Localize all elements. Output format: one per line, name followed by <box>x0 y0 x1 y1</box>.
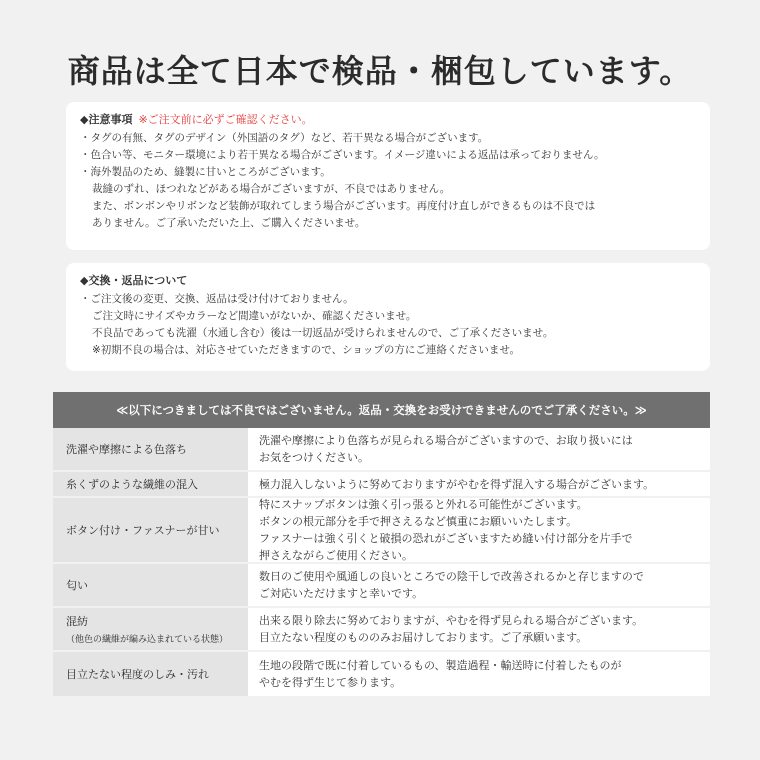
row-desc-cell <box>248 428 710 470</box>
returns-line: ※初期不良の場合は、対応させていただきますので、ショップの方にご連絡くださいませ。 <box>92 344 521 357</box>
table-row <box>53 608 710 652</box>
row-desc-line: 出来る限り除去に努めておりますが、やむを得ず見られる場合がございます。 <box>259 614 644 627</box>
table-row <box>53 564 710 608</box>
table-rows <box>53 428 710 696</box>
row-desc-line: ご対応いただけますと幸いです。 <box>259 587 424 600</box>
row-desc-line: 数日のご使用や風通しの良いところでの陰干しで改善されるかと存じますので <box>259 570 644 583</box>
row-desc-cell <box>248 472 710 496</box>
notice-line: ・海外製品のため、縫製に甘いところがございます。 <box>80 166 331 179</box>
row-desc-cell <box>248 564 710 606</box>
row-desc-cell <box>248 608 710 650</box>
notice-line: 裁縫のずれ、ほつれなどがある場合がございますが、不良ではありません。 <box>92 183 451 196</box>
notice-card <box>66 102 710 250</box>
row-desc-line: やむを得ず生じて参ります。 <box>259 676 402 689</box>
row-label: 糸くずのような繊維の混入 <box>66 478 198 491</box>
row-desc-cell <box>248 498 710 562</box>
row-label-cell <box>53 472 248 496</box>
notice-line: ありません。ご了承いただいた上、ご購入くださいませ。 <box>92 217 366 230</box>
page-title: 商品は全て日本で検品・梱包しています。 <box>67 52 693 90</box>
row-label: ボタン付け・ファスナーが甘い <box>66 524 220 537</box>
table-row <box>53 472 710 498</box>
row-label-cell <box>53 564 248 606</box>
table-banner: ≪以下につきましては不良ではございません。返品・交換をお受けできませんのでご了承ください。≫ <box>53 392 710 428</box>
row-label-cell <box>53 652 248 696</box>
table-row <box>53 652 710 696</box>
table-row <box>53 428 710 472</box>
row-desc-cell <box>248 652 710 696</box>
returns-title: ◆交換・返品について <box>80 274 188 287</box>
notice-title: ◆注意事項 <box>80 113 133 126</box>
row-label: 洗濯や摩擦による色落ち <box>66 443 187 456</box>
notice-warning: ※ご注文前に必ずご確認ください。 <box>138 113 313 126</box>
returns-line: ご注文時にサイズやカラーなど間違いがないか、確認くださいませ。 <box>92 310 417 323</box>
row-desc-line: 生地の段階で既に付着しているもの、製造過程・輸送時に付着したものが <box>259 659 622 672</box>
row-label-sub: （他色の繊維が編み込まれている状態） <box>66 635 229 645</box>
row-desc-line: 極力混入しないように努めておりますがやむを得ず混入する場合がございます。 <box>259 477 655 491</box>
row-desc-line: 押さえながらご使用ください。 <box>259 549 413 562</box>
notice-line: また、ボンボンやリボンなど装飾が取れてしまう場合がございます。再度付け直しができるものは不良では <box>92 200 596 213</box>
row-label: 目立たない程度のしみ・汚れ <box>66 668 209 681</box>
row-desc-line: ボタンの根元部分を手で押さえるなど慎重にお願いいたします。 <box>259 515 578 528</box>
returns-header <box>80 272 710 289</box>
table-row <box>53 498 710 564</box>
row-label-cell <box>53 608 248 650</box>
row-label: 混紡 <box>66 615 88 628</box>
returns-line: 不良品であっても洗濯（水通し含む）後は一切返品が受けられませんので、ご了承くださいませ。 <box>92 327 554 340</box>
row-desc-line: 特にスナップボタンは強く引っ張ると外れる可能性がございます。 <box>259 498 588 511</box>
notice-line: ・色合い等、モニター環境により若干異なる場合がございます。イメージ違いによる返品は承っておりません。 <box>80 149 605 162</box>
returns-line: ・ご注文後の変更、交換、返品は受け付けておりません。 <box>80 293 354 305</box>
returns-lines <box>80 291 710 359</box>
row-label: 匂い <box>66 579 88 592</box>
row-label-cell <box>53 428 248 470</box>
row-desc-line: 洗濯や摩擦により色落ちが見られる場合がございますので、お取り扱いには <box>259 434 633 447</box>
row-desc-line: ファスナーは強く引くと破損の恐れがございますため縫い付け部分を片手で <box>259 532 633 545</box>
notice-lines <box>80 130 710 233</box>
row-label-cell <box>53 498 248 562</box>
row-desc-line: お気をつけください。 <box>259 451 369 464</box>
notice-line: ・タグの有無、タグのデザイン（外国語のタグ）など、若干異なる場合がございます。 <box>80 132 489 144</box>
returns-card <box>66 263 710 371</box>
row-desc-line: 目立たない程度のもののみお届けしております。ご了承願います。 <box>259 631 588 644</box>
defect-table <box>53 392 710 696</box>
notice-header <box>80 111 710 128</box>
